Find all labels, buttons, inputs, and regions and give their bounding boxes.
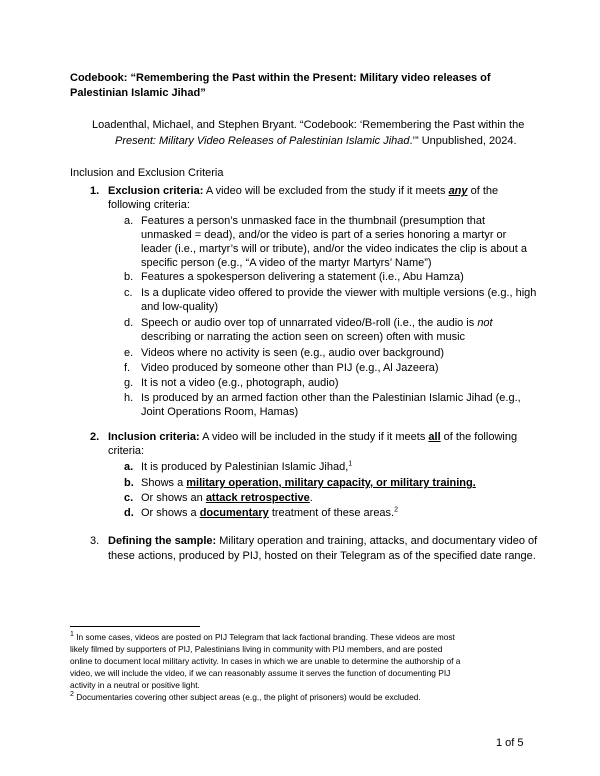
inclusion-intro-text: A video will be included in the study if it meets: [199, 431, 429, 443]
section-heading: Inclusion and Exclusion Criteria: [70, 167, 224, 179]
exclusion-intro-line-2: following criteria:: [108, 199, 190, 211]
exclusion-item-h-line-2: Joint Operations Room, Hamas): [141, 406, 299, 418]
exclusion-item-a-line-4: specific person (e.g., “A video of the martyr Martyrs’ Name”): [141, 257, 432, 269]
inclusion-item-d-pre: Or shows a: [141, 507, 200, 519]
exclusion-intro-tail: of the: [467, 185, 499, 197]
inclusion-item-c-emphasis: attack retrospective: [205, 492, 310, 504]
inclusion-item-d-text: [141, 506, 398, 521]
exclusion-item-d-not-emphasis: not: [477, 317, 493, 329]
citation-tail: .’” Unpublished, 2024.: [409, 135, 517, 147]
inclusion-item-d-marker: d.: [124, 507, 134, 519]
exclusion-item-g-text: It is not a video (e.g., photograph, audio): [141, 377, 339, 389]
exclusion-item-d-line-1: [141, 316, 493, 331]
inclusion-item-b-pre: Shows a: [141, 477, 187, 489]
footnote-2: [70, 692, 421, 703]
page-number: 1 of 5: [496, 737, 524, 749]
exclusion-item-f-marker: f.: [124, 362, 131, 374]
inclusion-item-c-text: [141, 491, 313, 506]
sample-number: 3.: [90, 535, 100, 547]
document-title-line-2: Palestinian Islamic Jihad”: [70, 87, 206, 99]
exclusion-item-d-marker: d.: [124, 317, 134, 329]
inclusion-item-a-body: It is produced by Palestinian Islamic Jihad,: [141, 461, 349, 473]
exclusion-item-b-marker: b.: [124, 271, 134, 283]
exclusion-any-emphasis: any: [448, 185, 468, 197]
inclusion-item-b-marker: b.: [124, 477, 134, 489]
sample-line-2: these actions, produced by PIJ, hosted on their Telegram as of the specified date range.: [108, 550, 536, 562]
exclusion-item-h-line-1: Is produced by an armed faction other than the Palestinian Islamic Jihad (e.g.,: [141, 392, 521, 404]
sample-text: Military operation and training, attacks, and documentary video of: [216, 535, 538, 547]
exclusion-item-b-text: Features a spokesperson delivering a statement (i.e., Abu Hamza): [141, 271, 464, 283]
exclusion-item-e-text: Videos where no activity is seen (e.g., audio over background): [141, 347, 445, 359]
inclusion-item-c-marker: c.: [124, 492, 134, 504]
footnote-1-line-5: activity in a neutral or positive light.: [70, 680, 200, 690]
inclusion-intro-line-1: [108, 430, 517, 445]
footnote-ref-1[interactable]: 1: [348, 460, 353, 468]
exclusion-item-d-text: Speech or audio over top of unnarrated video/B-roll (i.e., the audio is: [141, 317, 478, 329]
exclusion-item-c-line-1: Is a duplicate video offered to provide the viewer with multiple versions (e.g., high: [141, 287, 537, 299]
footnote-1-text: In some cases, videos are posted on PIJ Telegram that lack factional branding. These videos are most: [73, 632, 455, 642]
exclusion-item-g-marker: g.: [124, 377, 134, 389]
exclusion-item-a-line-2: unmasked = dead), and/or the video is part of a series honoring a martyr or: [141, 229, 507, 241]
footnote-separator: [70, 626, 200, 627]
sample-line-1: [108, 534, 537, 549]
exclusion-intro-text: A video will be excluded from the study if it meets: [203, 185, 449, 197]
citation-line-2: [115, 134, 517, 149]
footnote-2-text: Documentaries covering other subject areas (e.g., the plight of prisoners) would be excluded.: [73, 692, 421, 702]
sample-label: Defining the sample:: [108, 535, 217, 547]
footnote-1-mark: 1: [70, 631, 74, 639]
inclusion-item-a-text: [141, 460, 352, 475]
footnote-1-line-3: online to document local military activity. In cases in which we are unable to determine the authorship of a: [70, 656, 461, 666]
inclusion-all-emphasis: all: [428, 431, 441, 443]
exclusion-item-c-line-2: and low-quality): [141, 301, 219, 313]
footnote-ref-2[interactable]: 2: [394, 506, 399, 514]
inclusion-item-b-emphasis: military operation, military capacity, or military training.: [186, 477, 476, 489]
inclusion-intro-tail: of the following: [440, 431, 518, 443]
exclusion-number: 1.: [90, 185, 100, 197]
citation-line-1: Loadenthal, Michael, and Stephen Bryant. “Codebook: ‘Remembering the Past within the: [92, 119, 525, 131]
exclusion-item-e-marker: e.: [124, 347, 134, 359]
citation-italic-title: Present: Military Video Releases of Palestinian Islamic Jihad: [115, 135, 410, 147]
inclusion-item-c-post: .: [309, 492, 313, 504]
footnote-1-line-4: video, we will include the video, if we can reasonably assume it serves the function of documenting PIJ: [70, 668, 451, 678]
inclusion-number: 2.: [90, 431, 100, 443]
exclusion-item-a-marker: a.: [124, 215, 134, 227]
inclusion-item-c-pre: Or shows an: [141, 492, 206, 504]
inclusion-item-b-text: [141, 476, 476, 491]
footnote-1-line-2: likely filmed by supporters of PIJ, Palestinians living in community with PIJ members, and are posted: [70, 644, 443, 654]
exclusion-item-d-line-2: describing or narrating the action seen on screen) often with music: [141, 331, 466, 343]
inclusion-label: Inclusion criteria:: [108, 431, 200, 443]
footnote-1-line-1: [70, 632, 455, 643]
exclusion-item-f-text: Video produced by someone other than PIJ (e.g., Al Jazeera): [141, 362, 439, 374]
exclusion-item-a-line-1: Features a person’s unmasked face in the thumbnail (presumption that: [141, 215, 486, 227]
inclusion-intro-line-2: criteria:: [108, 445, 145, 457]
exclusion-label: Exclusion criteria:: [108, 185, 204, 197]
exclusion-item-h-marker: h.: [124, 392, 134, 404]
inclusion-item-a-marker: a.: [124, 461, 134, 473]
exclusion-item-c-marker: c.: [124, 287, 133, 299]
exclusion-item-a-line-3: leader (i.e., martyr’s will or tribute), and/or the video indicates the clip is about a: [141, 243, 527, 255]
footnote-2-mark: 2: [70, 691, 74, 699]
inclusion-item-d-post: treatment of these areas.: [268, 507, 395, 519]
document-title-line-1: Codebook: “Remembering the Past within the Present: Military video releases of: [70, 72, 491, 84]
exclusion-intro-line-1: [108, 184, 498, 199]
inclusion-item-d-emphasis: documentary: [199, 507, 269, 519]
